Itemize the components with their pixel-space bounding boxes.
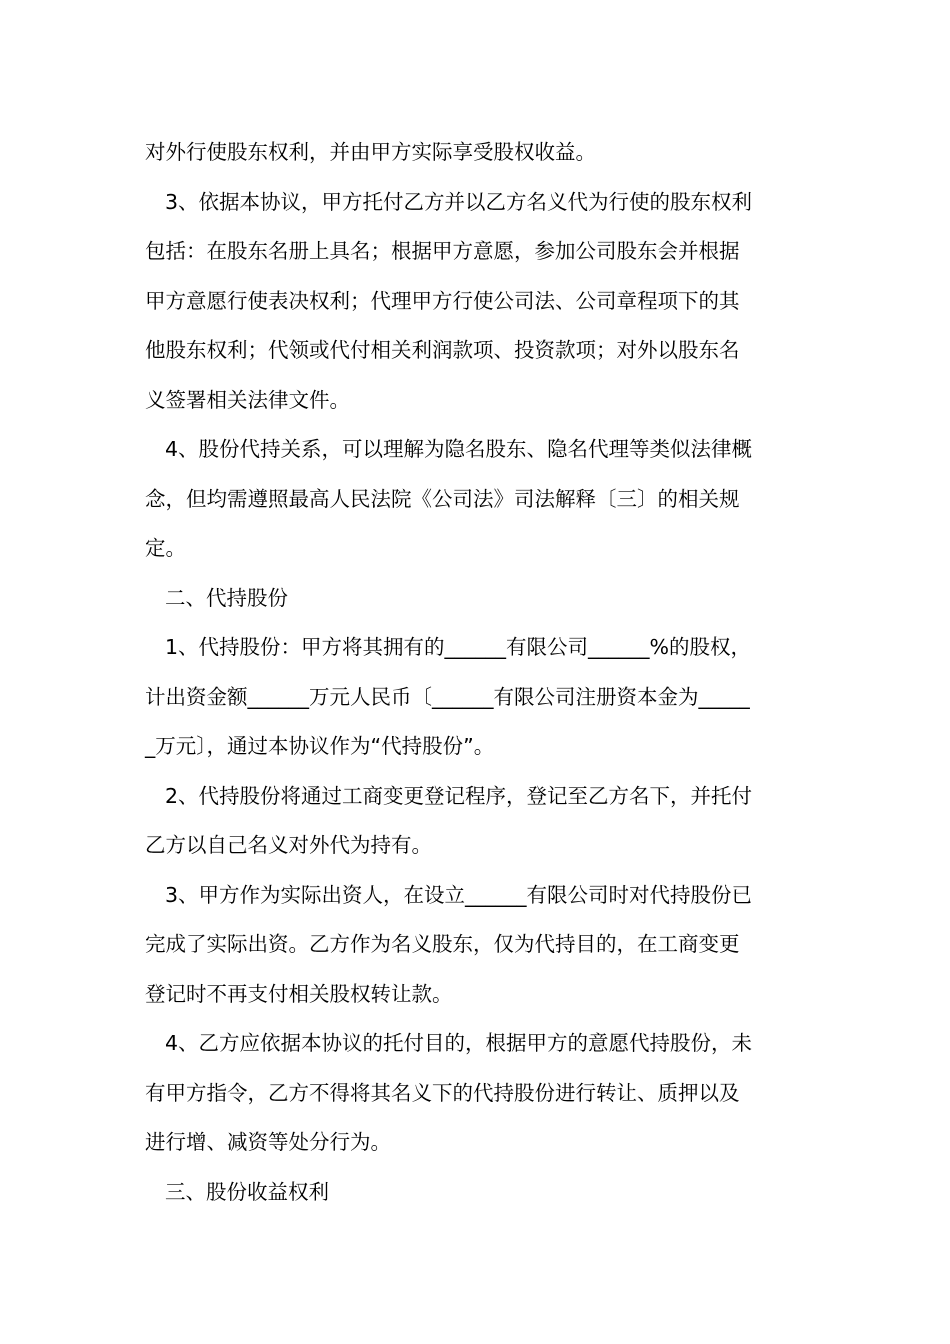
text-line: 进行增、减资等处分行为。 <box>145 1130 391 1154</box>
text-line: 计出资金额______万元人民币〔______有限公司注册资本金为_____ <box>145 684 750 709</box>
paragraph <box>145 623 810 772</box>
text-line: 有甲方指令，乙方不得将其名义下的代持股份进行转让、质押以及 <box>145 1080 740 1105</box>
text-line: 义签署相关法律文件。 <box>145 387 350 412</box>
document-body <box>145 128 810 1217</box>
text-line: 甲方意愿行使表决权利；代理甲方行使公司法、公司章程项下的其 <box>145 288 740 313</box>
paragraph <box>145 871 810 1020</box>
text-line: 包括：在股东名册上具名；根据甲方意愿，参加公司股东会并根据 <box>145 239 740 263</box>
text-line: 3、甲方作为实际出资人，在设立______有限公司时对代持股份已 <box>165 882 753 907</box>
text-line: 完成了实际出资。乙方作为名义股东，仅为代持目的，在工商变更 <box>145 932 740 956</box>
text-line: 4、乙方应依据本协议的托付目的，根据甲方的意愿代持股份，未 <box>165 1031 753 1055</box>
paragraph <box>145 128 810 178</box>
text-line: 3、依据本协议，甲方托付乙方并以乙方名义代为行使的股东权利 <box>165 189 753 214</box>
text-line: 念，但均需遵照最高人民法院《公司法》司法解释〔三〕的相关规 <box>145 486 740 511</box>
text-line: 二、代持股份 <box>165 585 288 610</box>
paragraph <box>145 1168 810 1218</box>
text-line: 登记时不再支付相关股权转让款。 <box>145 981 453 1006</box>
text-line: 4、股份代持关系，可以理解为隐名股东、隐名代理等类似法律概 <box>165 437 753 461</box>
paragraph <box>145 772 810 871</box>
paragraph <box>145 574 810 624</box>
paragraph <box>145 425 810 574</box>
text-line: 2、代持股份将通过工商变更登记程序，登记至乙方名下，并托付 <box>165 783 753 808</box>
text-line: _万元〕，通过本协议作为“代持股份”。 <box>145 734 495 758</box>
text-line: 乙方以自己名义对外代为持有。 <box>145 833 432 857</box>
text-line: 三、股份收益权利 <box>165 1179 329 1204</box>
paragraph <box>145 178 810 426</box>
text-line: 对外行使股东权利，并由甲方实际享受股权收益。 <box>145 140 596 164</box>
text-line: 1、代持股份：甲方将其拥有的______有限公司______%的股权， <box>165 635 752 659</box>
paragraph <box>145 1019 810 1168</box>
text-line: 他股东权利；代领或代付相关利润款项、投资款项；对外以股东名 <box>145 338 740 362</box>
text-line: 定。 <box>145 536 186 560</box>
